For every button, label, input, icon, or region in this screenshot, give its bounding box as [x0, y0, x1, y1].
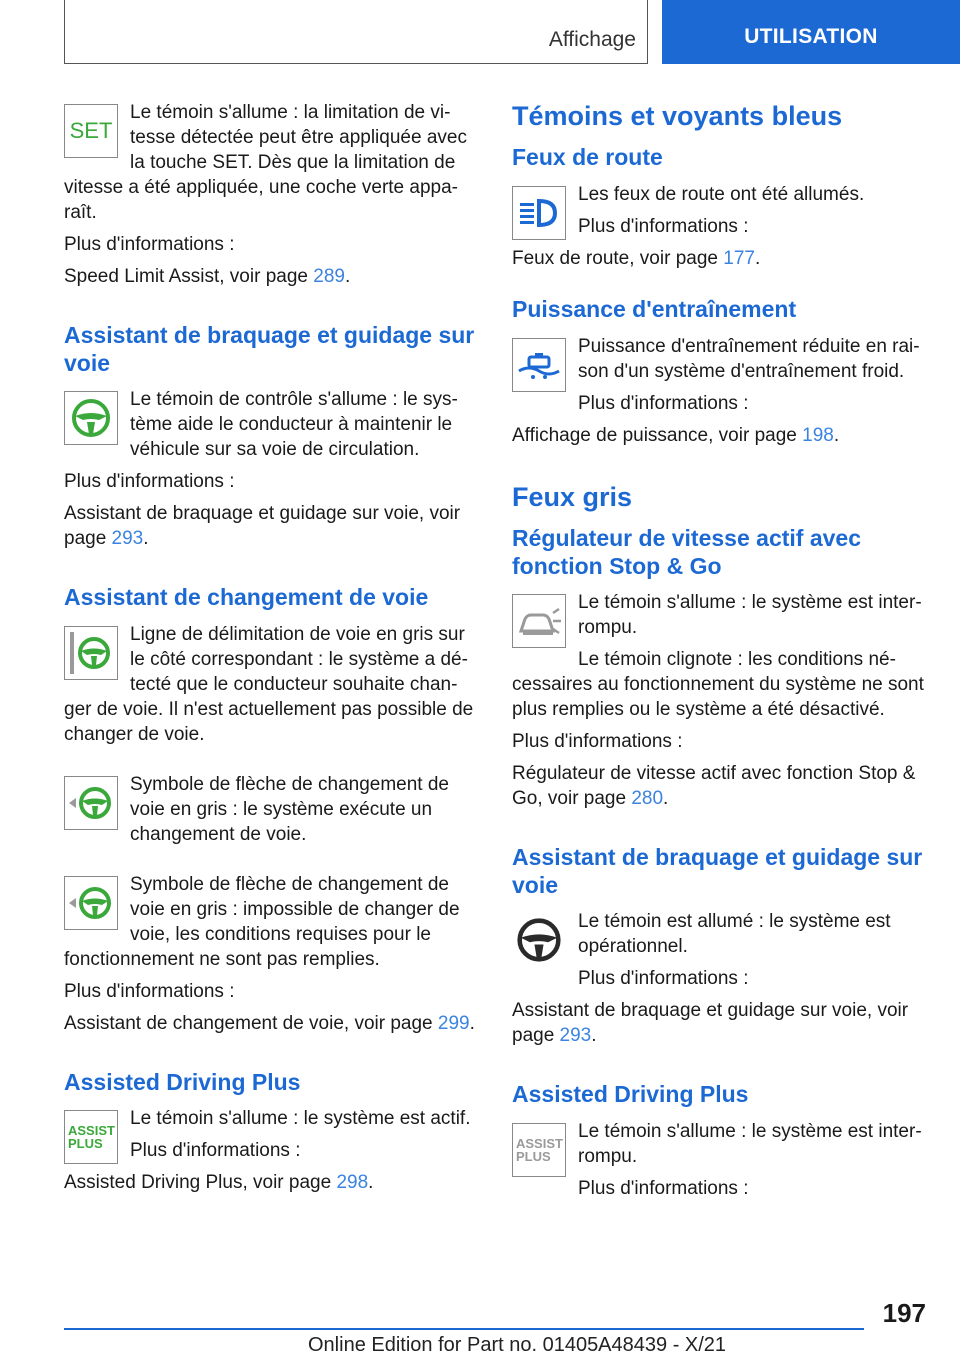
- high-beam-reference: Feux de route, voir page 177.: [512, 247, 761, 269]
- set-description: Le témoin s'allume : la limitation de vi-tesse détectée peut être appliquée avec la touche SET. Dès que la limitation de vitesse a été appliquée, une coche verte appa-raît.: [64, 102, 467, 223]
- lane-reference: Assistant de changement de voie, voir page 299.: [64, 1012, 475, 1034]
- high-beam-heading: Feux de route: [512, 144, 663, 171]
- set-reference: Speed Limit Assist, voir page 289.: [64, 266, 351, 287]
- assist-plus-green-icon: ASSIST PLUS: [64, 1110, 118, 1164]
- acc-entry: [512, 590, 932, 729]
- lane-description-2: Symbole de flèche de changement de voie en gris : le système exécute un changement de voie.: [130, 773, 449, 845]
- drive-power-icon: [512, 338, 566, 392]
- high-beam-description: Les feux de route ont été allumés.: [578, 183, 865, 205]
- right-adp-entry: [512, 1119, 932, 1208]
- steering-wheel-green-icon: [64, 391, 118, 445]
- lane-arrow-steering-icon: [64, 776, 118, 830]
- set-indicator-icon: SET: [64, 104, 118, 158]
- right-adp-description: Le témoin s'allume : le système est inter-rompu.: [578, 1120, 922, 1167]
- left-adp-entry: [64, 1106, 484, 1202]
- active-cruise-control-grey-icon: [512, 594, 566, 648]
- page-link-198[interactable]: 198: [802, 424, 834, 446]
- lane-arrow-steering-icon-2: [64, 876, 118, 930]
- left-adp-reference: Assisted Driving Plus, voir page 298.: [64, 1172, 374, 1194]
- left-steer-heading: Assistant de braquage et guidage sur voie: [64, 322, 475, 376]
- left-steer-reference: Assistant de braquage et guidage sur voie, voir page 293.: [64, 503, 461, 550]
- power-reference: Affichage de puissance, voir page 198.: [512, 424, 840, 446]
- lane-line-steering-icon: [64, 626, 118, 680]
- right-steer-entry: [512, 909, 932, 998]
- page-link-289[interactable]: 289: [313, 266, 345, 287]
- page-link-280[interactable]: 280: [631, 788, 664, 810]
- right-adp-heading: Assisted Driving Plus: [512, 1081, 749, 1108]
- left-steer-entry: [64, 387, 484, 469]
- steering-wheel-grey-icon: [512, 913, 566, 967]
- left-adp-heading: Assisted Driving Plus: [64, 1068, 301, 1095]
- blue-lights-heading: Témoins et voyants bleus: [512, 101, 843, 131]
- lane-entry-1: [64, 622, 484, 754]
- lane-description-1: Ligne de délimitation de voie en gris sur le côté correspondant : le système a dé-tecté que le conducteur souhaite chan-ger de voie. Il n'est actuellement pas possible de changer de voie.: [64, 623, 474, 745]
- right-steer-reference: Assistant de braquage et guidage sur voie, voir page 293.: [512, 1000, 909, 1047]
- left-steer-description: Le témoin de contrôle s'allume : le sys-tème aide le conducteur à maintenir le véhicule sur sa voie de circulation.: [130, 389, 458, 461]
- right-adp-more-label: Plus d'informations :: [578, 1177, 749, 1199]
- power-entry: [512, 334, 932, 423]
- grey-lights-heading: Feux gris: [512, 481, 633, 512]
- right-steer-more-label: Plus d'informations :: [578, 968, 749, 990]
- high-beam-more-label: Plus d'informations :: [578, 215, 749, 237]
- right-steer-description: Le témoin est allumé : le système est opérationnel.: [578, 911, 891, 958]
- right-steer-heading: Assistant de braquage et guidage sur voie: [512, 844, 923, 898]
- acc-more-label: Plus d'informations :: [512, 731, 683, 753]
- page-number: 197: [882, 1298, 926, 1328]
- acc-heading: Régulateur de vitesse actif avec fonction Stop & Go: [512, 524, 861, 579]
- page-link-293-right[interactable]: 293: [559, 1025, 592, 1047]
- acc-description-1: Le témoin s'allume : le système est inter-rompu.: [578, 592, 922, 639]
- header-chapter-tab: UTILISATION: [662, 0, 960, 64]
- set-entry: [64, 100, 484, 232]
- left-steer-more-label: Plus d'informations :: [64, 471, 235, 493]
- high-beam-entry: [512, 182, 932, 278]
- page-link-293[interactable]: 293: [111, 528, 144, 550]
- page-link-177[interactable]: 177: [723, 247, 755, 269]
- left-adp-more-label: Plus d'informations :: [130, 1140, 301, 1162]
- lane-entry-2: [64, 772, 484, 854]
- lane-change-heading: Assistant de changement de voie: [64, 584, 429, 611]
- lane-description-3: Symbole de flèche de changement de voie en gris : impossible de changer de voie, les conditions requises pour le fonctionnement ne sont pas remplies.: [64, 873, 460, 970]
- set-more-label: Plus d'informations :: [64, 234, 235, 255]
- power-description: Puissance d'entraînement réduite en rai-son d'un système d'entraînement froid.: [578, 335, 920, 382]
- right-column: [512, 100, 932, 1208]
- page-link-298[interactable]: 298: [336, 1172, 369, 1194]
- page-link-299[interactable]: 299: [437, 1012, 470, 1034]
- assist-plus-grey-icon: ASSIST PLUS: [512, 1123, 566, 1177]
- left-adp-description: Le témoin s'allume : le système est actif.: [130, 1108, 471, 1130]
- acc-description-2: Le témoin clignote : les conditions né-cessaires au fonctionnement du système ne sont plus remplies ou le système a été désactivé.: [512, 649, 924, 721]
- lane-more-label: Plus d'informations :: [64, 980, 235, 1002]
- footer-edition-text: Online Edition for Part no. 01405A48439 - X/21: [308, 1334, 727, 1356]
- high-beam-icon: [512, 186, 566, 240]
- footer-rule: [64, 1328, 864, 1330]
- left-column: [64, 100, 484, 1202]
- header-section-title: Affichage: [548, 28, 636, 51]
- lane-entry-3: [64, 872, 484, 979]
- power-more-label: Plus d'informations :: [578, 392, 749, 414]
- power-heading: Puissance d'entraînement: [512, 295, 797, 322]
- acc-reference: Régulateur de vitesse actif avec fonction Stop & Go, voir page 280.: [512, 763, 916, 810]
